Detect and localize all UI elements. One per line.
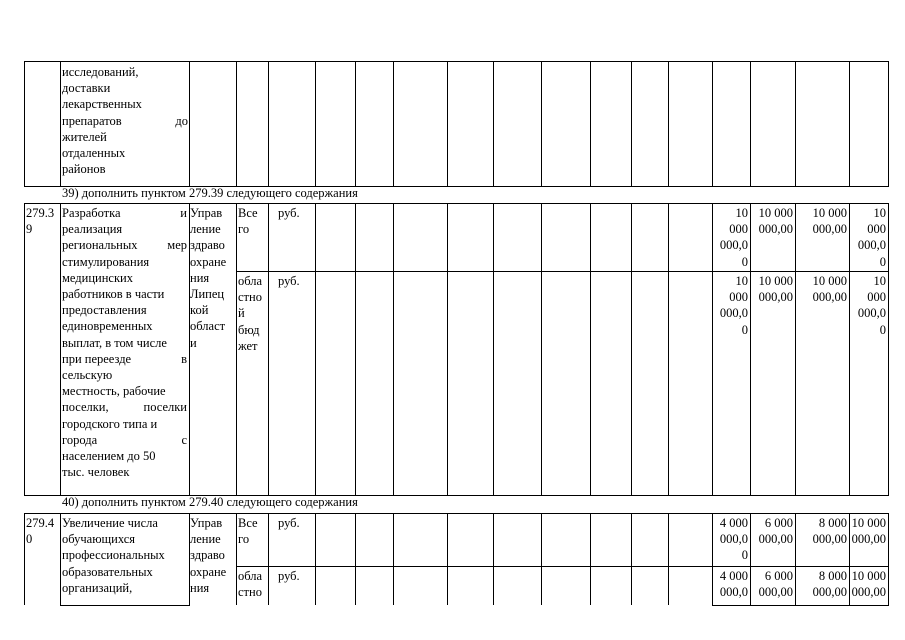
table-rule xyxy=(60,605,190,606)
executor-text: ление xyxy=(190,222,221,237)
table-rule xyxy=(668,61,669,186)
item-name-text: организаций, xyxy=(62,580,133,595)
item-name-text: образовательных xyxy=(62,564,153,579)
amount-value: 4 000 xyxy=(719,516,748,530)
table-rule xyxy=(541,513,542,605)
item-name-text: профессиональных xyxy=(62,548,165,563)
item-name-text: обучающихся xyxy=(62,532,136,547)
item-name-text: единовременных xyxy=(62,319,153,334)
item-name-text: лекарственных xyxy=(62,97,142,112)
amount-value: 0 xyxy=(879,322,886,337)
executor-text: Липец xyxy=(190,287,225,301)
amount-value: 10 xyxy=(873,274,886,288)
unit-label: руб. xyxy=(278,274,300,288)
amount-value: 10 000 xyxy=(758,206,793,220)
amount-value: 000,00 xyxy=(851,585,886,600)
item-name-text: и xyxy=(180,206,187,220)
item-name-text: предоставления xyxy=(62,303,147,318)
table-rule xyxy=(355,203,356,495)
item-name-text: работников в части xyxy=(62,287,165,301)
table-rule xyxy=(236,271,889,272)
amount-value: 000,00 xyxy=(758,222,793,237)
amount-value: 10 xyxy=(735,274,748,288)
item-name-text: жителей xyxy=(62,129,107,144)
item-name-text: сельскую xyxy=(62,368,113,382)
executor-text: Управ xyxy=(190,206,223,220)
funding-source: бюд xyxy=(238,322,260,337)
table-rule xyxy=(493,203,494,495)
amount-value: 8 000 xyxy=(818,516,847,530)
amount-value: 000 xyxy=(729,290,748,305)
unit-label: руб. xyxy=(278,206,300,220)
item-name-text: мер xyxy=(167,238,187,253)
item-name-text: региональных xyxy=(62,238,138,253)
executor-text: здраво xyxy=(190,238,225,253)
table-rule xyxy=(493,513,494,605)
item-name-text: в xyxy=(181,351,187,366)
unit-label: руб. xyxy=(278,569,300,583)
table-rule xyxy=(268,61,269,186)
funding-source: Все xyxy=(238,516,258,530)
table-rule xyxy=(888,513,889,605)
amount-value: 000,0 xyxy=(719,585,748,600)
funding-source: й xyxy=(238,306,245,321)
table-rule xyxy=(750,203,751,495)
executor-text: ление xyxy=(190,532,221,547)
funding-source: стно xyxy=(238,290,262,305)
amount-value: 6 000 xyxy=(764,516,793,530)
table-rule xyxy=(631,513,632,605)
item-name-text: при переезде xyxy=(62,351,132,366)
item-name-text: города xyxy=(62,432,98,447)
table-rule xyxy=(590,203,591,495)
amount-value: 000 xyxy=(729,222,748,237)
table-rule xyxy=(355,61,356,186)
table-rule xyxy=(668,513,669,605)
table-rule xyxy=(541,61,542,186)
table-rule xyxy=(315,61,316,186)
table-rule xyxy=(712,61,713,186)
amount-value: 10 xyxy=(735,206,748,220)
table-rule xyxy=(888,203,889,495)
executor-text: охране xyxy=(190,564,227,579)
executor-text: здраво xyxy=(190,548,225,563)
item-number: 0 xyxy=(26,532,33,547)
table-rule xyxy=(795,61,796,186)
amount-value: 000,0 xyxy=(857,306,886,321)
table-rule xyxy=(493,61,494,186)
funding-source: го xyxy=(238,532,250,547)
table-rule xyxy=(712,605,889,606)
item-name-text: городского типа и xyxy=(62,416,158,431)
table-rule xyxy=(447,203,448,495)
amount-value: 000,0 xyxy=(719,238,748,253)
table-rule xyxy=(668,203,669,495)
item-name-text: поселки xyxy=(143,400,187,415)
table-rule xyxy=(24,513,25,605)
item-name-text: местность, рабочие xyxy=(62,384,166,399)
table-rule xyxy=(60,61,61,186)
item-name-text: стимулирования xyxy=(62,254,150,269)
executor-text: охране xyxy=(190,254,227,269)
item-name-text: населением до 50 xyxy=(62,449,156,463)
item-name-text: тыс. человек xyxy=(62,465,130,480)
table-rule xyxy=(355,513,356,605)
funding-source: Все xyxy=(238,206,258,220)
table-rule xyxy=(60,203,61,495)
item-name-text: поселки, xyxy=(62,400,109,415)
table-rule xyxy=(24,61,25,186)
table-rule xyxy=(447,513,448,605)
item-name-text: до xyxy=(175,113,188,128)
table-rule xyxy=(393,61,394,186)
executor-text: и xyxy=(190,335,197,350)
amount-value: 10 000 xyxy=(758,274,793,288)
executor-text: кой xyxy=(190,303,209,318)
table-rule xyxy=(315,203,316,495)
table-rule xyxy=(750,61,751,186)
item-name-text: районов xyxy=(62,162,106,177)
item-number: 9 xyxy=(26,222,33,237)
item-name-text: с xyxy=(181,432,187,447)
table-rule xyxy=(447,61,448,186)
amount-value: 10 000 xyxy=(851,569,886,583)
table-rule xyxy=(60,513,61,605)
table-rule xyxy=(236,566,889,567)
item-number: 279.4 xyxy=(26,516,55,530)
amount-value: 0 xyxy=(741,322,748,337)
amount-value: 8 000 xyxy=(818,569,847,583)
item-name-text: препаратов xyxy=(62,113,122,128)
amount-value: 000,00 xyxy=(812,585,847,600)
item-name-text: медицинских xyxy=(62,270,133,285)
table-rule xyxy=(24,203,25,495)
item-number: 279.3 xyxy=(26,206,55,220)
amount-value: 000 xyxy=(867,290,886,305)
executor-text: Управ xyxy=(190,516,223,530)
table-rule xyxy=(631,61,632,186)
table-rule xyxy=(268,203,269,495)
table-rule xyxy=(795,203,796,495)
funding-source: обла xyxy=(238,274,263,288)
table-rule xyxy=(315,513,316,605)
table-rule xyxy=(393,513,394,605)
amount-value: 000,00 xyxy=(758,532,793,547)
table-rule xyxy=(189,61,190,186)
funding-source: стно xyxy=(238,585,262,600)
amount-value: 6 000 xyxy=(764,569,793,583)
table-rule xyxy=(888,61,889,186)
amount-value: 4 000 xyxy=(719,569,748,583)
amount-value: 000,00 xyxy=(812,222,847,237)
table-rule xyxy=(631,203,632,495)
item-name-text: Увеличение числа xyxy=(62,516,158,530)
executor-text: област xyxy=(190,319,226,334)
table-rule xyxy=(590,61,591,186)
item-name-text: доставки xyxy=(62,81,111,96)
amount-value: 0 xyxy=(741,254,748,269)
item-name-text: выплат, в том числе xyxy=(62,335,167,350)
table-rule xyxy=(24,513,889,514)
amount-value: 000,00 xyxy=(812,532,847,547)
section-header: 39) дополнить пунктом 279.39 следующего содержания xyxy=(62,186,358,200)
table-rule xyxy=(236,203,237,495)
amount-value: 000,0 xyxy=(719,532,748,547)
table-rule xyxy=(268,513,269,605)
amount-value: 000,00 xyxy=(851,532,886,547)
amount-value: 000,00 xyxy=(758,290,793,305)
unit-label: руб. xyxy=(278,516,300,530)
amount-value: 10 xyxy=(873,206,886,220)
executor-text: ния xyxy=(190,580,210,595)
table-rule xyxy=(541,203,542,495)
executor-text: ния xyxy=(190,270,210,285)
amount-value: 000 xyxy=(867,222,886,237)
table-rule xyxy=(24,203,889,204)
amount-value: 0 xyxy=(741,548,748,563)
item-name-text: исследований, xyxy=(62,65,139,79)
table-rule xyxy=(236,61,237,186)
funding-source: го xyxy=(238,222,250,237)
table-rule xyxy=(849,61,850,186)
amount-value: 000,0 xyxy=(719,306,748,321)
amount-value: 10 000 xyxy=(851,516,886,530)
amount-value: 000,00 xyxy=(758,585,793,600)
amount-value: 10 000 xyxy=(812,206,847,220)
table-rule xyxy=(590,513,591,605)
table-rule xyxy=(236,513,237,605)
item-name-text: отдаленных xyxy=(62,146,126,160)
amount-value: 0 xyxy=(879,254,886,269)
item-name-text: Разработка xyxy=(62,206,121,220)
funding-source: обла xyxy=(238,569,263,583)
section-header: 40) дополнить пунктом 279.40 следующего содержания xyxy=(62,495,358,509)
table-rule xyxy=(393,203,394,495)
table-rule xyxy=(24,61,889,62)
amount-value: 10 000 xyxy=(812,274,847,288)
amount-value: 000,0 xyxy=(857,238,886,253)
amount-value: 000,00 xyxy=(812,290,847,305)
funding-source: жет xyxy=(238,338,258,353)
item-name-text: реализация xyxy=(62,222,123,237)
